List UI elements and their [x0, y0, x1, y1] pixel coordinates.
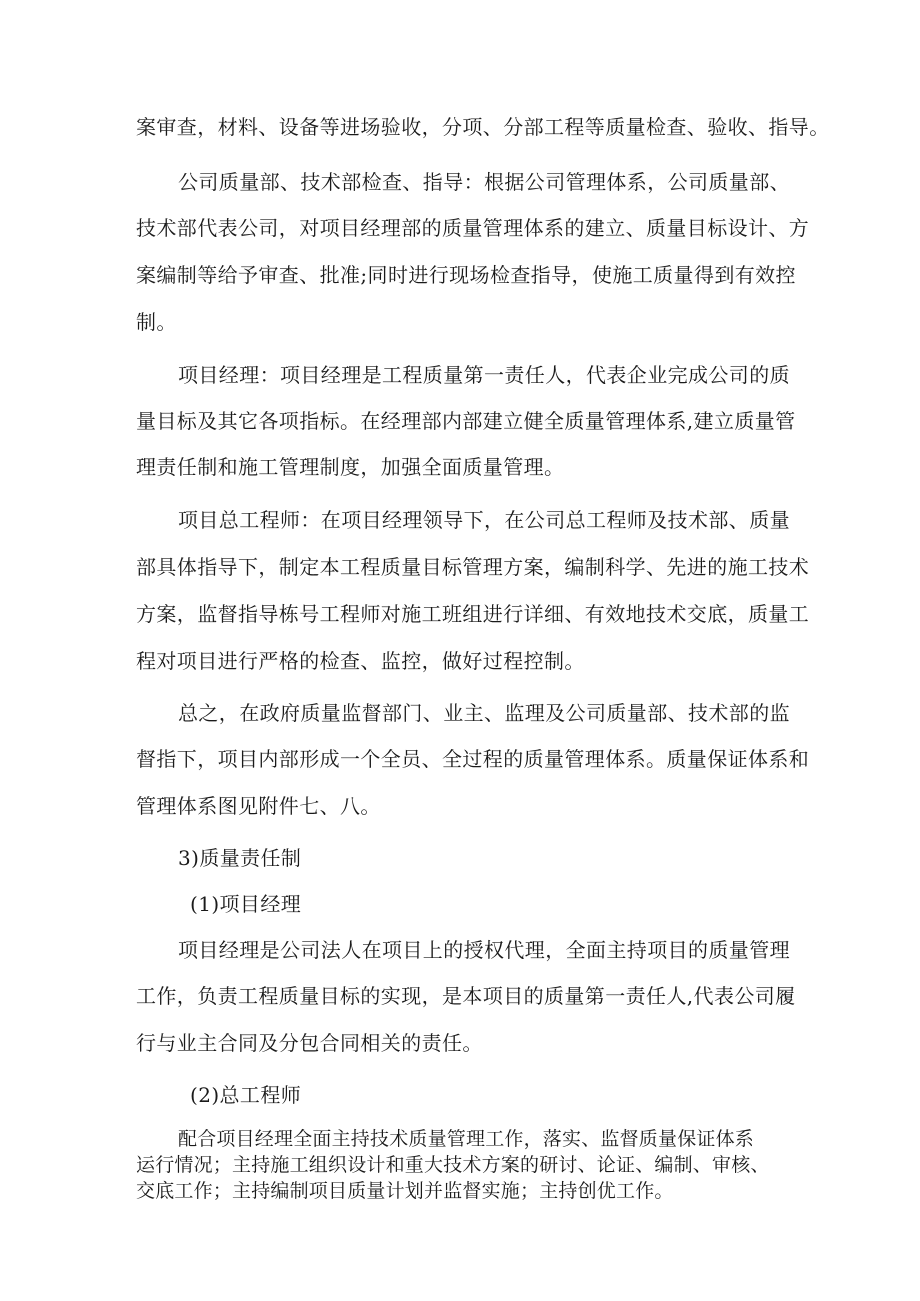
paragraph-line: 量目标及其它各项指标。在经理部内部建立健全质量管理体系,建立质量管 — [136, 409, 796, 433]
paragraph-line: 程对项目进行严格的检查、监控，做好过程控制。 — [136, 649, 585, 673]
paragraph-line: 制。 — [136, 310, 177, 334]
paragraph-line: 配合项目经理全面主持技术质量管理工作，落实、监督质量保证体系 — [178, 1128, 755, 1150]
paragraph-line: 项目经理是公司法人在项目上的授权代理，全面主持项目的质量管理 — [178, 938, 790, 962]
subsection-heading: (1)项目经理 — [190, 892, 302, 916]
paragraph-line: 案编制等给予审查、批准;同时进行现场检查指导，使施工质量得到有效控 — [136, 263, 796, 287]
section-heading: 3)质量责任制 — [178, 846, 302, 870]
paragraph-line: 行与业主合同及分包合同相关的责任。 — [136, 1031, 483, 1055]
paragraph-line: 技术部代表公司，对项目经理部的质量管理体系的建立、质量目标设计、方 — [136, 216, 810, 240]
paragraph-line: 项目经理：项目经理是工程质量第一责任人，代表企业完成公司的质 — [178, 363, 790, 387]
paragraph-line: 项目总工程师：在项目经理领导下，在公司总工程师及技术部、质量 — [178, 508, 790, 532]
paragraph-line: 公司质量部、技术部检查、指导：根据公司管理体系，公司质量部、 — [178, 170, 790, 194]
paragraph-line: 交底工作；主持编制项目质量计划并监督实施；主持创优工作。 — [136, 1180, 674, 1202]
paragraph-line: 运行情况；主持施工组织设计和重大技术方案的研讨、论证、编制、审核、 — [136, 1154, 770, 1176]
paragraph-line: 总之，在政府质量监督部门、业主、监理及公司质量部、技术部的监 — [178, 701, 790, 725]
subsection-heading: (2)总工程师 — [190, 1083, 302, 1107]
paragraph-line: 管理体系图见附件七、八。 — [136, 794, 381, 818]
paragraph-line: 方案，监督指导栋号工程师对施工班组进行详细、有效地技术交底，质量工 — [136, 602, 810, 626]
paragraph-line: 工作，负责工程质量目标的实现，是本项目的质量第一责任人,代表公司履 — [136, 984, 796, 1008]
paragraph-line: 部具体指导下，制定本工程质量目标管理方案，编制科学、先进的施工技术 — [136, 555, 810, 579]
paragraph-line: 督指下，项目内部形成一个全员、全过程的质量管理体系。质量保证体系和 — [136, 747, 810, 771]
paragraph-line: 案审查，材料、设备等进场验收，分项、分部工程等质量检查、验收、指导。 — [136, 115, 830, 139]
paragraph-line: 理责任制和施工管理制度，加强全面质量管理。 — [136, 455, 565, 479]
